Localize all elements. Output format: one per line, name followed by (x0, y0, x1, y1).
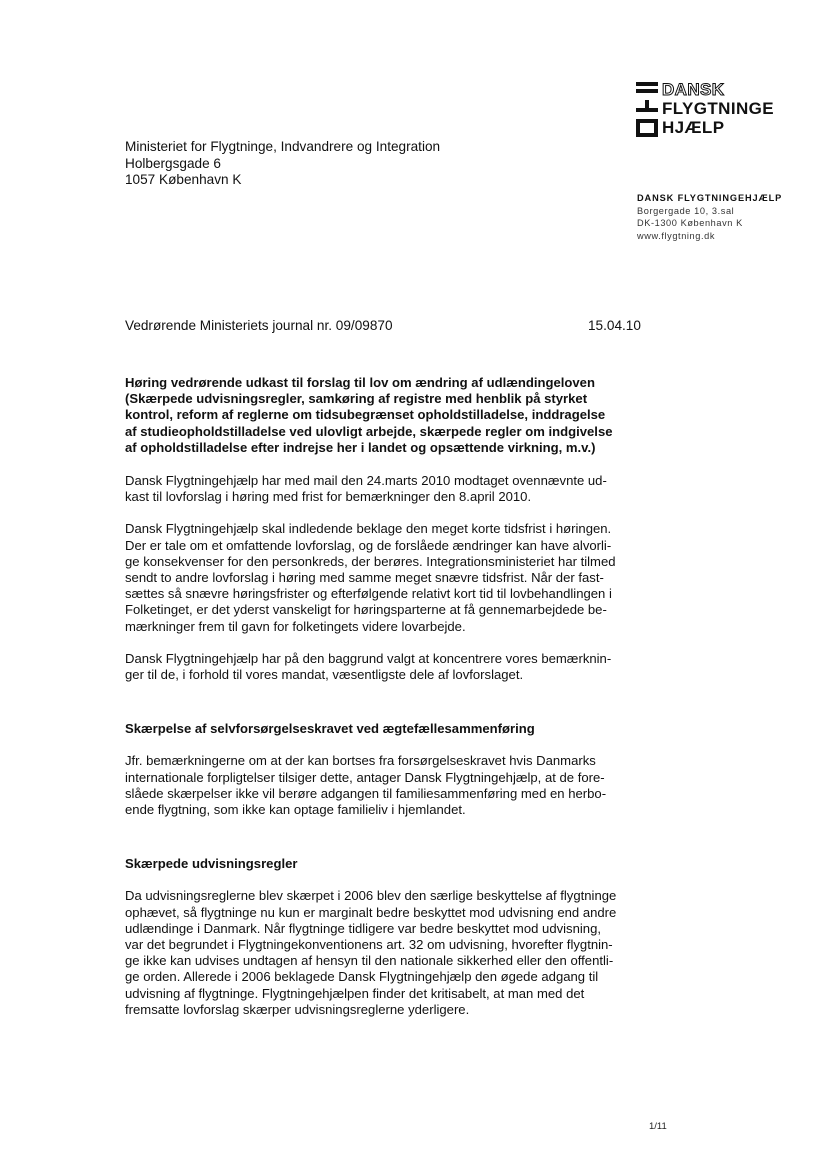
text-line: mærkninger frem til gavn for folketingets videre lovarbejde. (125, 618, 466, 634)
text-line: ge konsekvenser for den personkreds, der berøres. Integrationsministeriet har tilmed (125, 553, 616, 569)
recipient-line: Ministeriet for Flygtninge, Indvandrere og Integration (125, 139, 441, 154)
subject-line: af opholdstilladelse efter indrejse her i landet og opsættende virkning, m.v.) (125, 439, 596, 455)
logo-text-line: DANSK (662, 80, 725, 99)
text-line: ger til de, i forhold til vores mandat, væsentligste dele af lovforslaget. (125, 667, 524, 683)
sender-website-link[interactable]: www.flygtning.dk (637, 231, 716, 242)
text-line: Da udvisningsreglerne blev skærpet i 2006 blev den særlige beskyttelse af flygtninge (125, 888, 617, 904)
paragraph (125, 473, 645, 505)
text-line: internationale forpligtelser tilsiger dette, antager Dansk Flygtningehjælp, at de fore- (125, 769, 605, 785)
text-line: kast til lovforslag i høring med frist for bemærkninger den 8.april 2010. (125, 489, 532, 505)
text-line: udvisning af flygtninge. Flygtningehjælpen finder det kritisabelt, at man med det (125, 985, 585, 1001)
section-heading: Skærpelse af selvforsørgelseskravet ved ægtefællesammenføring (125, 721, 535, 737)
sender-address (637, 192, 782, 243)
logo-text-line: HJÆLP (662, 118, 725, 137)
text-line: udlændinge i Danmark. Når flygtninge tidligere var bedre beskyttet mod udvisning, (125, 920, 601, 936)
text-line: Der er tale om et omfattende lovforslag, og de forslåede ændringer kan have alvorli- (125, 537, 612, 553)
text-line: fremsatte lovforslag skærper udvisningsreglerne yderligere. (125, 1001, 470, 1017)
recipient-line: 1057 København K (125, 172, 242, 187)
text-line: Dansk Flygtningehjælp har på den baggrund valgt at koncentrere vores bemærknin- (125, 650, 612, 666)
subject-heading (125, 375, 645, 456)
paragraph (125, 753, 645, 818)
letter-date: 15.04.10 (588, 318, 641, 333)
subject-line: (Skærpede udvisningsregler, samkøring af registre med henblik på styrket (125, 391, 588, 407)
sender-organization: DANSK FLYGTNINGEHJÆLP (637, 193, 783, 203)
paragraph (125, 521, 645, 634)
sender-line: Borgergade 10, 3.sal (637, 205, 735, 216)
recipient-line: Holbergsgade 6 (125, 155, 221, 171)
section-heading: Skærpede udvisningsregler (125, 856, 298, 872)
text-line: var det begrundet i Flygtningekonventionens art. 32 om udvisning, hvorefter flygtnin- (125, 937, 613, 953)
sender-line: DK-1300 København K (637, 218, 743, 229)
journal-reference: Vedrørende Ministeriets journal nr. 09/09870 (125, 318, 393, 333)
paragraph (125, 651, 645, 683)
page-number: 1/11 (649, 1121, 667, 1132)
subject-line: kontrol, reform af reglerne om tidsubegrænset opholdstilladelse, inddragelse (125, 407, 606, 423)
text-line: Dansk Flygtningehjælp har med mail den 24.marts 2010 modtaget ovennævnte ud- (125, 473, 607, 489)
text-line: slåede skærpelser ikke vil berøre adgangen til familiesammenføring med en herbo- (125, 785, 607, 801)
text-line: ge orden. Allerede i 2006 beklagede Dansk Flygtningehjælp den øgede adgang til (125, 969, 599, 985)
text-line: Dansk Flygtningehjælp skal indledende beklage den meget korte tidsfrist i høringen. (125, 521, 612, 537)
text-line: Jfr. bemærkningerne om at der kan bortses fra forsørgelseskravet hvis Danmarks (125, 753, 596, 769)
subject-line: af studieopholdstilladelse ved ulovligt arbejde, skærpede regler om indgivelse (125, 423, 613, 439)
subject-line: Høring vedrørende udkast til forslag til lov om ændring af udlændingeloven (125, 375, 595, 390)
paragraph (125, 888, 645, 1018)
text-line: sendt to andre lovforslag i høring med samme meget snævre tidsfrist. Når der fast- (125, 570, 604, 586)
text-line: ophævet, så flygtninge nu kun er marginalt bedre beskyttet mod udvisning end andre (125, 904, 617, 920)
text-line: sættes så snævre høringsfrister og efterfølgende relativt kort tid til lovbehandlingen i (125, 586, 612, 602)
recipient-address (125, 139, 440, 189)
logo-mark-icon (636, 82, 658, 138)
text-line: Folketinget, er det yderst vanskeligt for høringsparterne at få gennemarbejdede be- (125, 602, 607, 618)
text-line: ge ikke kan udvises undtagen af hensyn til den nationale sikkerhed eller den offentli- (125, 953, 614, 969)
organization-logo (636, 80, 786, 140)
text-line: ende flygtning, som ikke kan optage familieliv i hjemlandet. (125, 802, 466, 818)
logo-text-line: FLYGTNINGE (662, 99, 774, 118)
letter-body (125, 375, 645, 1034)
